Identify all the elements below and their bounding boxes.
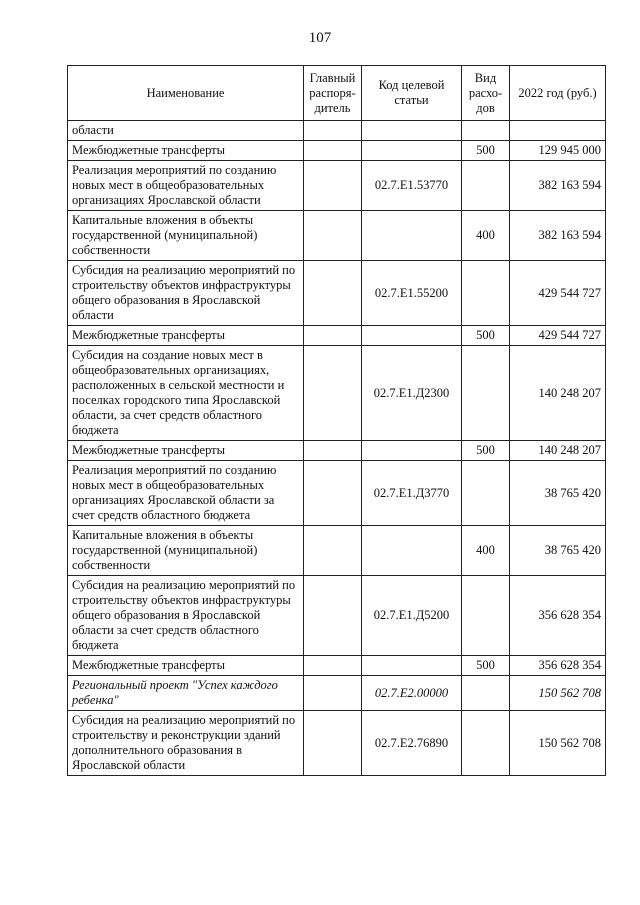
cell-amount: 38 765 420	[510, 526, 606, 576]
cell-amount: 140 248 207	[510, 441, 606, 461]
cell-code: 02.7.E2.00000	[362, 676, 462, 711]
cell-name: Межбюджетные трансферты	[68, 141, 304, 161]
table-body	[68, 121, 606, 776]
cell-chief	[304, 576, 362, 656]
cell-amount: 356 628 354	[510, 576, 606, 656]
cell-chief	[304, 656, 362, 676]
cell-type: 500	[462, 656, 510, 676]
table-row	[68, 161, 606, 211]
table-row	[68, 211, 606, 261]
cell-type: 400	[462, 211, 510, 261]
table-row	[68, 711, 606, 776]
table-header-row	[68, 66, 606, 121]
cell-type: 500	[462, 326, 510, 346]
cell-code	[362, 141, 462, 161]
cell-name: Субсидия на реализацию мероприятий по строительству объектов инфраструктуры общего образования в Ярославской области за счет средств областного бюджета	[68, 576, 304, 656]
cell-type: 500	[462, 441, 510, 461]
cell-amount: 150 562 708	[510, 711, 606, 776]
header-code: Код целевой статьи	[362, 66, 462, 121]
cell-type	[462, 576, 510, 656]
cell-type	[462, 121, 510, 141]
cell-type	[462, 676, 510, 711]
cell-chief	[304, 161, 362, 211]
cell-chief	[304, 326, 362, 346]
table-row	[68, 261, 606, 326]
cell-name: Субсидия на реализацию мероприятий по строительству и реконструкции зданий дополнительного образования в Ярославской области	[68, 711, 304, 776]
table-row	[68, 326, 606, 346]
cell-chief	[304, 121, 362, 141]
cell-type	[462, 461, 510, 526]
cell-chief	[304, 261, 362, 326]
cell-name: Межбюджетные трансферты	[68, 441, 304, 461]
header-chief: Главный распоря-дитель	[304, 66, 362, 121]
cell-chief	[304, 141, 362, 161]
table-row	[68, 441, 606, 461]
budget-table	[67, 65, 606, 776]
cell-code: 02.7.E1.Д3770	[362, 461, 462, 526]
table-row	[68, 656, 606, 676]
table-row	[68, 121, 606, 141]
cell-type: 400	[462, 526, 510, 576]
table-row	[68, 141, 606, 161]
page-number: 107	[308, 30, 332, 46]
table-row	[68, 526, 606, 576]
cell-type	[462, 346, 510, 441]
cell-amount: 129 945 000	[510, 141, 606, 161]
cell-name: Региональный проект "Успех каждого ребенка"	[68, 676, 304, 711]
cell-amount: 150 562 708	[510, 676, 606, 711]
cell-amount: 382 163 594	[510, 161, 606, 211]
cell-amount	[510, 121, 606, 141]
cell-amount: 356 628 354	[510, 656, 606, 676]
cell-amount: 38 765 420	[510, 461, 606, 526]
header-name: Наименование	[68, 66, 304, 121]
cell-chief	[304, 526, 362, 576]
cell-code: 02.7.E1.Д2300	[362, 346, 462, 441]
cell-code: 02.7.E2.76890	[362, 711, 462, 776]
cell-name: Капитальные вложения в объекты государственной (муниципальной) собственности	[68, 211, 304, 261]
cell-chief	[304, 461, 362, 526]
table-row	[68, 346, 606, 441]
cell-chief	[304, 676, 362, 711]
cell-amount: 382 163 594	[510, 211, 606, 261]
cell-type	[462, 261, 510, 326]
cell-chief	[304, 441, 362, 461]
cell-chief	[304, 346, 362, 441]
cell-amount: 429 544 727	[510, 261, 606, 326]
cell-code	[362, 121, 462, 141]
cell-name: области	[68, 121, 304, 141]
cell-chief	[304, 211, 362, 261]
cell-code: 02.7.E1.Д5200	[362, 576, 462, 656]
cell-name: Межбюджетные трансферты	[68, 326, 304, 346]
cell-code	[362, 656, 462, 676]
cell-type	[462, 161, 510, 211]
cell-type: 500	[462, 141, 510, 161]
table-row	[68, 676, 606, 711]
cell-code: 02.7.E1.53770	[362, 161, 462, 211]
header-amount: 2022 год (руб.)	[510, 66, 606, 121]
cell-name: Капитальные вложения в объекты государственной (муниципальной) собственности	[68, 526, 304, 576]
cell-chief	[304, 711, 362, 776]
cell-amount: 140 248 207	[510, 346, 606, 441]
cell-name: Субсидия на реализацию мероприятий по строительству объектов инфраструктуры общего образования в Ярославской области	[68, 261, 304, 326]
table-row	[68, 461, 606, 526]
cell-code: 02.7.E1.55200	[362, 261, 462, 326]
cell-amount: 429 544 727	[510, 326, 606, 346]
cell-code	[362, 326, 462, 346]
cell-name: Реализация мероприятий по созданию новых мест в общеобразовательных организациях Ярославской области за счет средств областного бюджета	[68, 461, 304, 526]
cell-name: Реализация мероприятий по созданию новых мест в общеобразовательных организациях Ярославской области	[68, 161, 304, 211]
cell-type	[462, 711, 510, 776]
table-row	[68, 576, 606, 656]
header-type: Вид расхо-дов	[462, 66, 510, 121]
cell-code	[362, 441, 462, 461]
cell-name: Межбюджетные трансферты	[68, 656, 304, 676]
cell-code	[362, 526, 462, 576]
cell-name: Субсидия на создание новых мест в общеобразовательных организациях, расположенных в сельской местности и поселках городского типа Ярославской области, за счет средств областного бюджета	[68, 346, 304, 441]
cell-code	[362, 211, 462, 261]
